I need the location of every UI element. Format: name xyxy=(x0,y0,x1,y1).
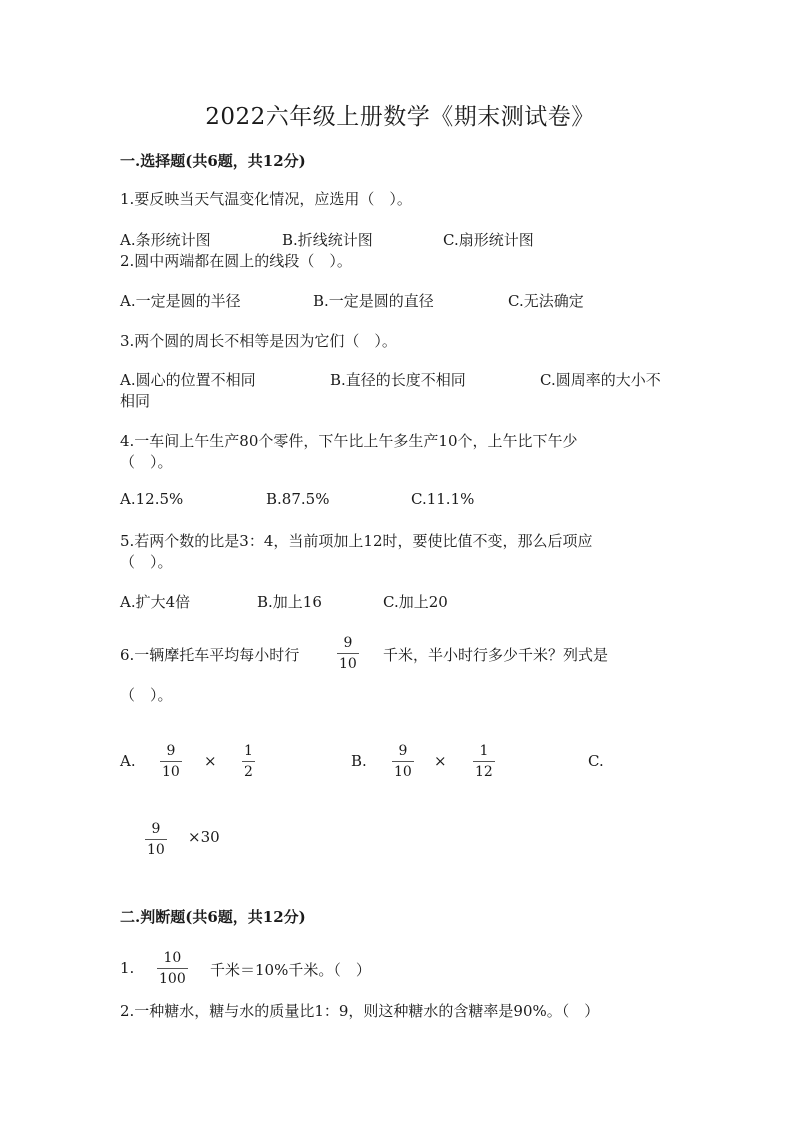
fraction-bar xyxy=(242,761,255,762)
question-6-option-c-label: C. xyxy=(588,752,604,770)
fraction-denominator: 100 xyxy=(159,971,186,987)
question-5-text-continued: （ ）。 xyxy=(120,553,173,571)
question-1-option-a: A.条形统计图 xyxy=(120,231,211,249)
fraction-denominator: 10 xyxy=(162,764,180,780)
judgement-1-text: 千米＝10%千米。（ ） xyxy=(210,961,371,979)
question-6-option-c-rest: ×30 xyxy=(188,828,220,846)
fraction-denominator: 12 xyxy=(475,764,493,780)
question-4-option-c: C.11.1% xyxy=(411,490,475,508)
fraction-numerator: 1 xyxy=(244,743,253,759)
question-3-option-a: A.圆心的位置不相同 xyxy=(120,371,256,389)
fraction-denominator: 10 xyxy=(147,842,165,858)
question-6-option-c-fraction xyxy=(145,820,167,859)
question-4-text: 4.一车间上午生产80个零件，下午比上午多生产10个，上午比下午少 xyxy=(120,432,578,450)
question-6-option-a-fraction-1 xyxy=(160,742,182,781)
fraction-numerator: 1 xyxy=(479,743,489,759)
question-1-option-c: C.扇形统计图 xyxy=(443,231,534,249)
question-6-option-b-label: B. xyxy=(351,752,367,770)
question-3-option-c-continued: 相同 xyxy=(120,392,151,410)
fraction-numerator: 9 xyxy=(166,743,176,759)
question-5-option-a: A.扩大4倍 xyxy=(120,593,191,611)
fraction-numerator: 9 xyxy=(398,743,408,759)
question-6-option-b-fraction-1 xyxy=(392,742,414,781)
fraction-denominator: 10 xyxy=(339,656,357,672)
fraction-bar xyxy=(160,761,182,762)
question-2-option-a: A.一定是圆的半径 xyxy=(120,292,241,310)
section-heading-choice: 一.选择题(共6题，共12分) xyxy=(120,152,306,170)
question-2-option-b: B.一定是圆的直径 xyxy=(313,292,434,310)
fraction-numerator: 9 xyxy=(343,635,353,651)
fraction-bar xyxy=(337,653,359,654)
question-6-option-a-fraction-2 xyxy=(242,742,255,781)
fraction-numerator: 10 xyxy=(163,950,182,966)
question-5-text: 5.若两个数的比是3：4，当前项加上12时，要使比值不变，那么后项应 xyxy=(120,532,593,550)
question-4-text-continued: （ ）。 xyxy=(120,453,173,471)
question-3-option-b: B.直径的长度不相同 xyxy=(330,371,466,389)
question-6-text-continued: （ ）。 xyxy=(120,686,173,704)
question-3-option-c: C.圆周率的大小不 xyxy=(540,371,661,389)
judgement-1-label: 1. xyxy=(120,959,135,977)
question-1-option-b: B.折线统计图 xyxy=(282,231,373,249)
question-5-option-b: B.加上16 xyxy=(257,593,322,611)
fraction-bar xyxy=(473,761,495,762)
judgement-1-fraction xyxy=(157,949,188,988)
question-5-option-c: C.加上20 xyxy=(383,593,448,611)
question-6-text-prefix: 6.一辆摩托车平均每小时行 xyxy=(120,646,300,664)
fraction-denominator: 2 xyxy=(244,764,253,780)
question-2-option-c: C.无法确定 xyxy=(508,292,584,310)
fraction-denominator: 10 xyxy=(394,764,412,780)
question-6-option-a-label: A. xyxy=(120,752,136,770)
question-6-fraction xyxy=(337,634,359,673)
section-heading-judgement: 二.判断题(共6题，共12分) xyxy=(120,908,306,926)
fraction-bar xyxy=(145,839,167,840)
fraction-bar xyxy=(392,761,414,762)
question-2-text: 2.圆中两端都在圆上的线段（ ）。 xyxy=(120,252,352,270)
question-6-option-a-operator: × xyxy=(204,752,217,770)
judgement-2-text: 2.一种糖水，糖与水的质量比1：9，则这种糖水的含糖率是90%。（ ） xyxy=(120,1002,600,1020)
page-title: 2022六年级上册数学《期末测试卷》 xyxy=(205,104,595,130)
question-6-option-b-fraction-2 xyxy=(473,742,495,781)
fraction-numerator: 9 xyxy=(151,821,161,837)
question-1-text: 1.要反映当天气温变化情况，应选用（ ）。 xyxy=(120,190,412,208)
question-4-option-a: A.12.5% xyxy=(120,490,184,508)
question-3-text: 3.两个圆的周长不相等是因为它们（ ）。 xyxy=(120,332,397,350)
question-6-text-suffix: 千米，半小时行多少千米？列式是 xyxy=(383,646,609,664)
question-4-option-b: B.87.5% xyxy=(266,490,330,508)
fraction-bar xyxy=(157,968,188,969)
question-6-option-b-operator: × xyxy=(434,752,447,770)
